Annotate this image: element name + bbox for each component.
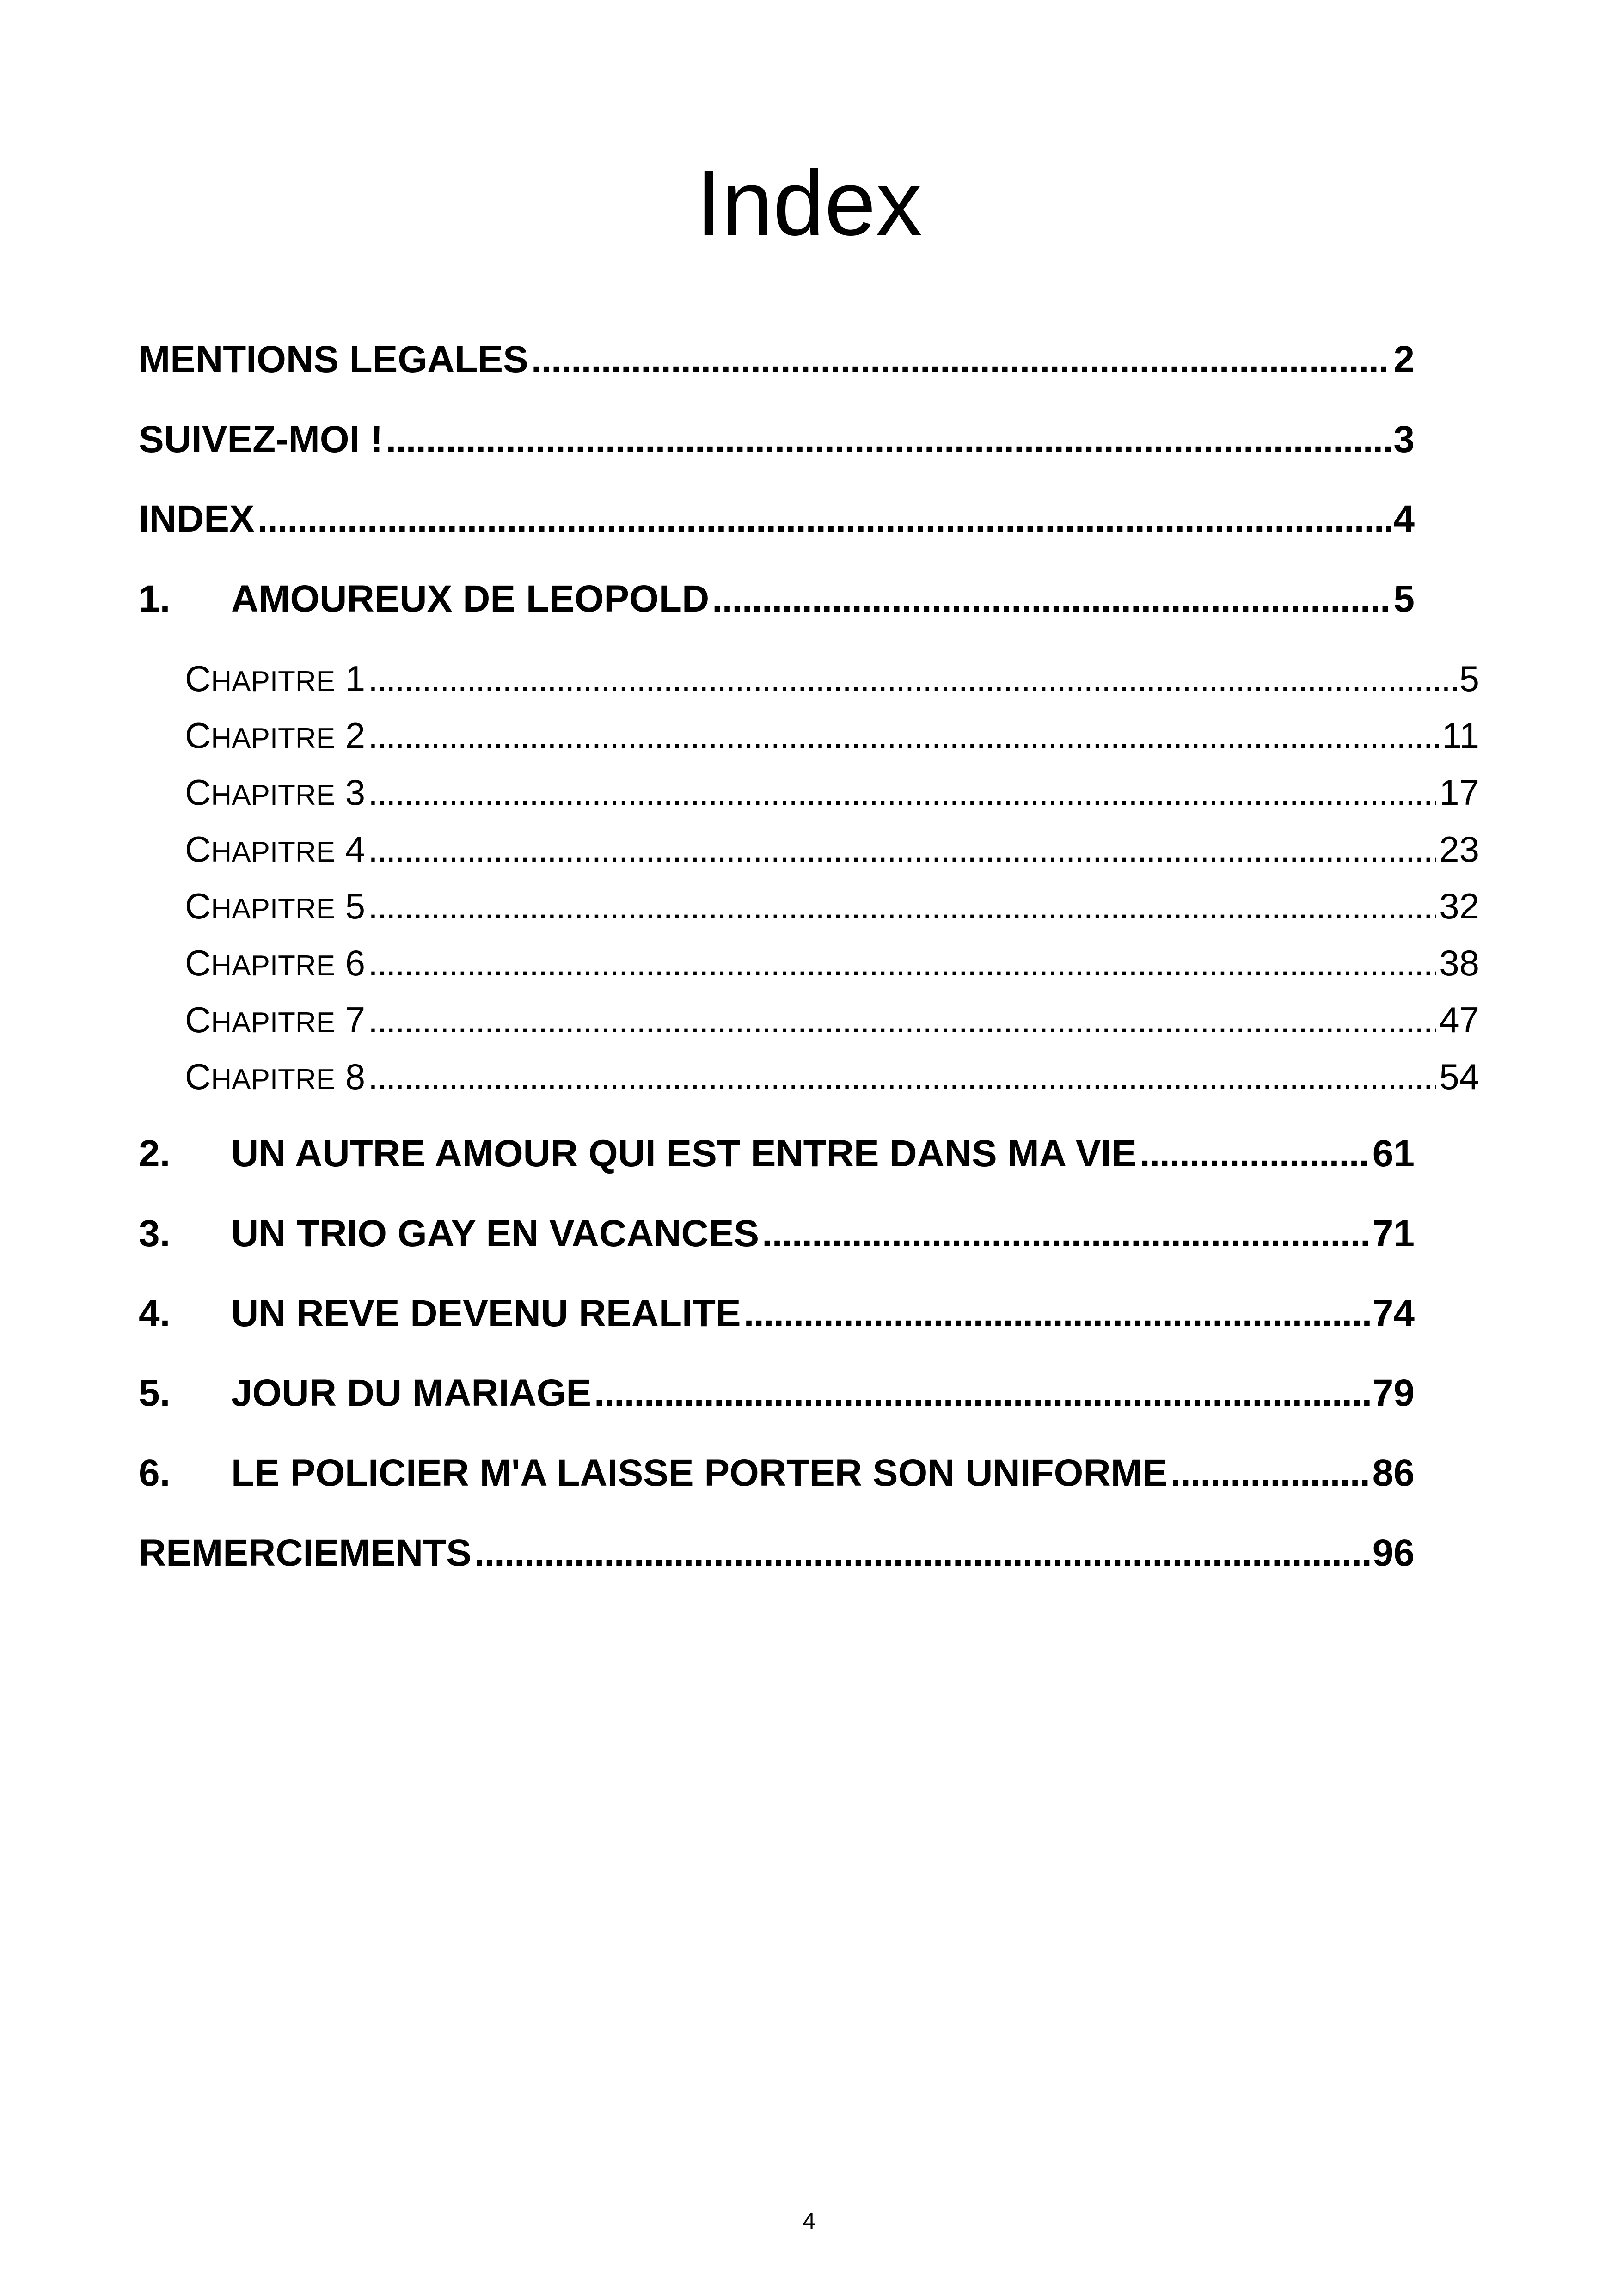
toc-page-number: 38 (1439, 943, 1479, 983)
toc-leader (531, 334, 1391, 385)
toc-label: CHAPITRE 4 (185, 829, 366, 869)
toc-entry-part-2[interactable] (139, 1128, 1415, 1179)
toc-label: UN AUTRE AMOUR QUI EST ENTRE DANS MA VIE (231, 1133, 1137, 1175)
toc-part-number: 4. (139, 1292, 171, 1335)
toc-leader (368, 826, 1436, 872)
toc-page-number: 3 (1393, 418, 1415, 460)
toc-leader (368, 997, 1436, 1043)
toc-page-number: 5 (1393, 578, 1415, 620)
toc-part-number: 5. (139, 1372, 171, 1414)
toc-label: CHAPITRE 8 (185, 1056, 366, 1097)
toc-entry-chapitre-1[interactable] (185, 655, 1479, 702)
toc-page-number: 86 (1372, 1452, 1415, 1494)
toc-entry-part-5[interactable] (139, 1368, 1415, 1419)
toc-label: REMERCIEMENTS (139, 1532, 472, 1574)
toc-label: INDEX (139, 498, 255, 540)
toc-page-number: 4 (1393, 498, 1415, 540)
toc-label: AMOUREUX DE LEOPOLD (231, 578, 710, 620)
toc-label: LE POLICIER M'A LAISSE PORTER SON UNIFORME (231, 1452, 1168, 1494)
toc-page-number: 79 (1372, 1372, 1415, 1414)
toc-leader (762, 1208, 1370, 1259)
toc-entry-index[interactable] (139, 494, 1415, 545)
toc-page-number: 61 (1372, 1133, 1415, 1175)
toc-label: CHAPITRE 6 (185, 943, 366, 983)
toc-part-number: 3. (139, 1212, 171, 1255)
toc-label: MENTIONS LEGALES (139, 338, 528, 380)
toc-label: CHAPITRE 5 (185, 886, 366, 926)
toc-page-number: 17 (1439, 772, 1479, 813)
toc-page-number: 71 (1372, 1212, 1415, 1255)
toc-entry-part-1[interactable] (139, 574, 1415, 625)
toc-page-number: 5 (1459, 658, 1479, 699)
toc-entry-part-6[interactable] (139, 1448, 1415, 1499)
toc-leader (368, 712, 1439, 759)
toc-page-number: 11 (1442, 715, 1479, 756)
toc-leader (368, 940, 1436, 986)
toc-leader (368, 1053, 1436, 1100)
toc-part-number: 1. (139, 578, 171, 620)
toc-page-number: 32 (1439, 886, 1479, 926)
toc-leader (712, 574, 1391, 625)
toc-leader (474, 1528, 1370, 1579)
toc-leader (257, 494, 1391, 545)
toc-leader (744, 1288, 1370, 1339)
toc-leader (386, 414, 1391, 465)
page-title: Index (696, 152, 922, 255)
toc-page-number: 74 (1372, 1292, 1415, 1335)
toc-leader (368, 883, 1436, 929)
toc-entry-chapitre-3[interactable] (185, 769, 1479, 815)
toc-label: CHAPITRE 1 (185, 658, 366, 699)
toc-leader (1140, 1128, 1370, 1179)
toc-label: JOUR DU MARIAGE (231, 1372, 592, 1414)
toc-entry-remerciements[interactable] (139, 1528, 1415, 1579)
toc-entry-chapitre-8[interactable] (185, 1053, 1479, 1100)
toc-entry-mentions-legales[interactable] (139, 334, 1415, 385)
toc-label: CHAPITRE 7 (185, 999, 366, 1040)
toc-entry-chapitre-7[interactable] (185, 997, 1479, 1043)
toc-leader (1171, 1448, 1370, 1499)
toc-entry-chapitre-6[interactable] (185, 940, 1479, 986)
toc-entry-chapitre-2[interactable] (185, 712, 1479, 759)
toc-page-number: 54 (1439, 1056, 1479, 1097)
toc-page-number: 2 (1393, 338, 1415, 380)
page-number: 4 (803, 2208, 815, 2234)
toc-page-number: 96 (1372, 1532, 1415, 1574)
toc-leader (368, 655, 1456, 702)
toc-page-number: 47 (1439, 999, 1479, 1040)
toc-entry-chapitre-4[interactable] (185, 826, 1479, 872)
toc-label: UN TRIO GAY EN VACANCES (231, 1212, 760, 1255)
toc-part-number: 6. (139, 1452, 171, 1494)
toc-entry-suivez-moi[interactable] (139, 414, 1415, 465)
toc-leader (368, 769, 1436, 815)
toc-entry-part-4[interactable] (139, 1288, 1415, 1339)
toc-label: CHAPITRE 3 (185, 772, 366, 813)
toc-part-number: 2. (139, 1133, 171, 1175)
toc-entry-part-3[interactable] (139, 1208, 1415, 1259)
toc-leader (594, 1368, 1370, 1419)
toc-entry-chapitre-5[interactable] (185, 883, 1479, 929)
toc-label: CHAPITRE 2 (185, 715, 366, 756)
toc-label: UN REVE DEVENU REALITE (231, 1292, 741, 1335)
toc-page-number: 23 (1439, 829, 1479, 869)
toc-label: SUIVEZ-MOI ! (139, 418, 383, 460)
